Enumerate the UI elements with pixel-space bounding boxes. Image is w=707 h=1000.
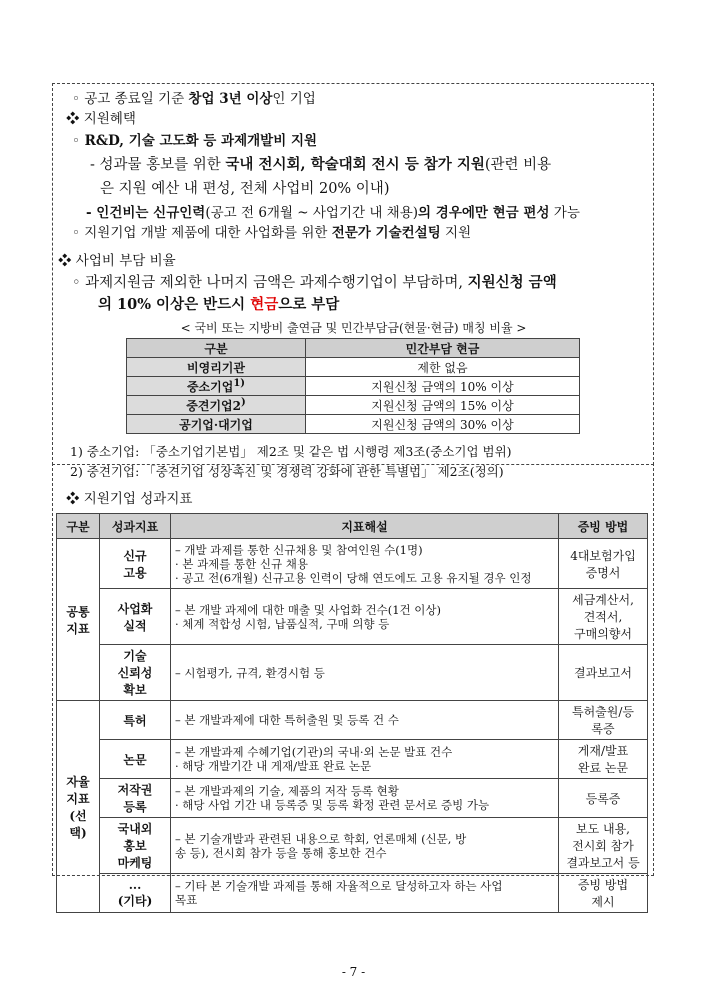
benefits-heading: ❖ 지원혜택 (66, 111, 136, 127)
kpi-indicator: 사업화 실적 (100, 589, 171, 645)
page-number: - 7 - (341, 965, 366, 979)
kpi-description: – 본 개발과제 수혜기업(기관)의 국내·외 논문 발표 건수 · 해당 개발기간 내 게재/발표 완료 논문 (171, 740, 559, 779)
kpi-header-group: 구분 (57, 514, 100, 539)
matching-type: 비영리기관 (127, 358, 306, 377)
exhibition-line-cont: 은 지원 예산 내 편성, 전체 사업비 20% 이내) (100, 181, 390, 197)
matching-header-cash: 민간부담 현금 (306, 339, 580, 358)
kpi-indicator: 특허 (100, 701, 171, 740)
matching-value: 지원신청 금액의 15% 이상 (306, 396, 580, 415)
kpi-proof: 증빙 방법 제시 (559, 874, 648, 913)
kpi-header-description: 지표해설 (171, 514, 559, 539)
kpi-indicator: 저작권 등록 (100, 779, 171, 818)
table-row (127, 396, 580, 415)
kpi-proof: 4대보험가입 증명서 (559, 539, 648, 589)
cost-share-heading: ❖ 사업비 부담 비율 (58, 253, 176, 269)
kpi-proof: 특허출원/등 록증 (559, 701, 648, 740)
footnote-1: 1) 중소기업: 「중소기업기본법」 제2조 및 같은 법 시행령 제3조(중소기업 범위) (70, 444, 512, 459)
table-row (57, 539, 648, 589)
kpi-group-common: 공통 지표 (57, 539, 100, 701)
kpi-proof: 세금계산서, 견적서, 구매의향서 (559, 589, 648, 645)
kpi-indicator: 논문 (100, 740, 171, 779)
kpi-heading: ❖ 지원기업 성과지표 (66, 491, 193, 507)
kpi-proof: 결과보고서 (559, 645, 648, 701)
cost-share-line-cont: 의 10% 이상은 반드시 현금으로 부담 (98, 296, 340, 313)
matching-type: 중견기업2) (127, 396, 306, 415)
kpi-indicator: 국내외 홍보 마케팅 (100, 818, 171, 874)
eligibility-line: ◦ 공고 종료일 기준 창업 3년 이상인 기업 (72, 91, 316, 107)
table-row (127, 358, 580, 377)
table-row (57, 701, 648, 740)
kpi-proof: 보도 내용, 전시회 참가 결과보고서 등 (559, 818, 648, 874)
kpi-header-indicator: 성과지표 (100, 514, 171, 539)
table-row (127, 377, 580, 396)
kpi-description: – 기타 본 기술개발 과제를 통해 자율적으로 달성하고자 하는 사업 목표 (171, 874, 559, 913)
matching-value: 제한 없음 (306, 358, 580, 377)
table-row (57, 874, 648, 913)
consulting-line: ◦ 지원기업 개발 제품에 대한 사업화를 위한 전문가 기술컨설팅 지원 (72, 225, 472, 241)
kpi-proof: 등록증 (559, 779, 648, 818)
matching-header-type: 구분 (127, 339, 306, 358)
cost-share-line: ◦ 과제지원금 제외한 나머지 금액은 과제수행기업이 부담하며, 지원신청 금액 (72, 274, 557, 291)
kpi-description: – 개발 과제를 통한 신규채용 및 참여인원 수(1명) · 본 과제를 통한 신규 채용 · 공고 전(6개월) 신규고용 인력이 당해 연도에도 고용 유지될 경우 인정 (171, 539, 559, 589)
kpi-table (56, 513, 648, 913)
kpi-indicator: 신규 고용 (100, 539, 171, 589)
table-row (57, 779, 648, 818)
kpi-indicator: ... (기타) (100, 874, 171, 913)
kpi-description: – 본 기술개발과 관련된 내용으로 학회, 언론매체 (신문, 방 송 등), 전시회 참가 등을 통해 홍보한 건수 (171, 818, 559, 874)
matching-value: 지원신청 금액의 10% 이상 (306, 377, 580, 396)
labor-cost-line: - 인건비는 신규인력(공고 전 6개월 ~ 사업기간 내 채용)의 경우에만 현금 편성 가능 (86, 205, 580, 221)
kpi-group-optional: 자율 지표 (선택) (57, 701, 100, 913)
matching-value: 지원신청 금액의 30% 이상 (306, 415, 580, 434)
kpi-header-proof: 증빙 방법 (559, 514, 648, 539)
kpi-description: – 본 개발과제의 기술, 제품의 저작 등록 현황 · 해당 사업 기간 내 등록증 및 등록 확정 관련 문서로 증빙 가능 (171, 779, 559, 818)
table-row (57, 589, 648, 645)
exhibition-line: - 성과물 홍보를 위한 국내 전시회, 학술대회 전시 등 참가 지원(관련 비용 (90, 156, 552, 173)
table-row (57, 645, 648, 701)
table-row (127, 415, 580, 434)
matching-type: 공기업·대기업 (127, 415, 306, 434)
kpi-description: – 본 개발과제에 대한 특허출원 및 등록 건 수 (171, 701, 559, 740)
kpi-description: – 시험평가, 규격, 환경시험 등 (171, 645, 559, 701)
rd-support-line: ◦ R&D, 기술 고도화 등 과제개발비 지원 (72, 133, 318, 149)
matching-type: 중소기업$^{1)}$ (127, 377, 306, 396)
kpi-proof: 게재/발표 완료 논문 (559, 740, 648, 779)
table-row (57, 740, 648, 779)
footnote-2: 2) 중견기업: 「중견기업 성장촉진 및 경쟁력 강화에 관한 특별법」 제2조(정의) (70, 464, 504, 479)
kpi-description: – 본 개발 과제에 대한 매출 및 사업화 건수(1건 이상) · 체계 적합성 시험, 납품실적, 구매 의향 등 (171, 589, 559, 645)
matching-table (126, 338, 580, 434)
kpi-indicator: 기술 신뢰성 확보 (100, 645, 171, 701)
table-row (57, 818, 648, 874)
matching-caption: < 국비 또는 지방비 출연금 및 민간부담금(현물·현금) 매칭 비율 > (180, 321, 527, 335)
